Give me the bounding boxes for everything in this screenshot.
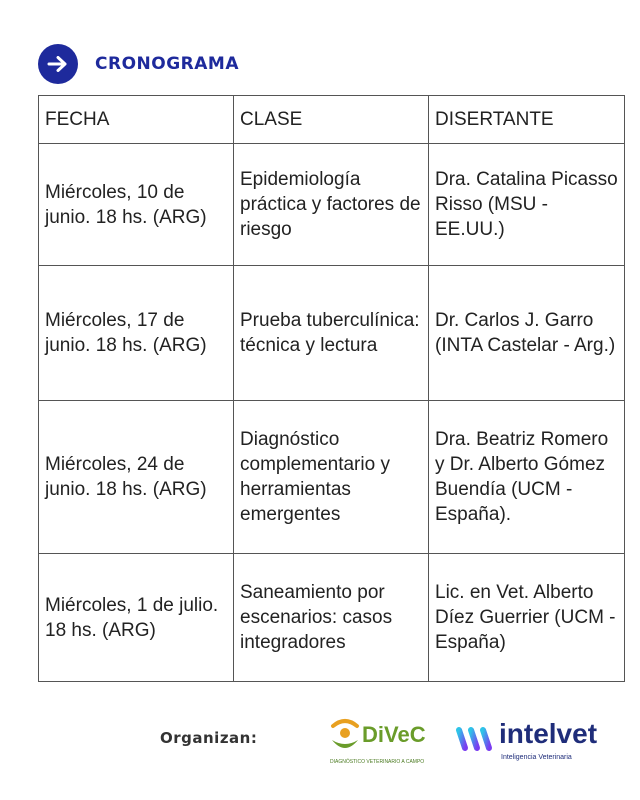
table-row: [39, 144, 625, 266]
clase-cell: Saneamiento por escenarios: casos integradores: [234, 554, 429, 682]
page-title: CRONOGRAMA: [95, 54, 239, 74]
intelvet-logo-subtitle: Inteligencia Veterinaria: [501, 754, 572, 761]
column-header-fecha: FECHA: [39, 96, 234, 144]
organizan-label: Organizan:: [160, 729, 258, 747]
table-row: [39, 266, 625, 401]
intelvet-logo: [455, 720, 615, 776]
divec-logo-subtitle: DIAGNÓSTICO VETERINARIO A CAMPO: [330, 759, 425, 765]
clase-cell: Prueba tuberculínica: técnica y lectura: [234, 266, 429, 401]
fecha-cell: Miércoles, 17 de junio. 18 hs. (ARG): [39, 266, 234, 401]
table-row: [39, 554, 625, 682]
clase-cell: Diagnóstico complementario y herramientas emergentes: [234, 401, 429, 554]
table-header-row: [39, 96, 625, 144]
table-row: [39, 401, 625, 554]
disertante-cell: Dr. Carlos J. Garro (INTA Castelar - Arg.): [429, 266, 625, 401]
fecha-cell: Miércoles, 10 de junio. 18 hs. (ARG): [39, 144, 234, 266]
divec-logo-text: DiVeC: [362, 722, 426, 747]
disertante-cell: Lic. en Vet. Alberto Díez Guerrier (UCM - España): [429, 554, 625, 682]
fecha-cell: Miércoles, 24 de junio. 18 hs. (ARG): [39, 401, 234, 554]
arrow-right-icon: [38, 44, 78, 84]
disertante-cell: Dra. Beatriz Romero y Dr. Alberto Gómez Buendía (UCM - España).: [429, 401, 625, 554]
intelvet-logo-text: intelvet: [499, 718, 598, 749]
intelvet-emblem-icon: [455, 724, 493, 754]
footer: [0, 710, 640, 780]
divec-emblem-icon: [330, 716, 360, 754]
schedule-table: [38, 95, 625, 682]
divec-logo: [330, 714, 432, 774]
disertante-cell: Dra. Catalina Picasso Risso (MSU - EE.UU.): [429, 144, 625, 266]
fecha-cell: Miércoles, 1 de julio. 18 hs. (ARG): [39, 554, 234, 682]
section-header: [38, 44, 239, 84]
column-header-disertante: DISERTANTE: [429, 96, 625, 144]
clase-cell: Epidemiología práctica y factores de riesgo: [234, 144, 429, 266]
column-header-clase: CLASE: [234, 96, 429, 144]
